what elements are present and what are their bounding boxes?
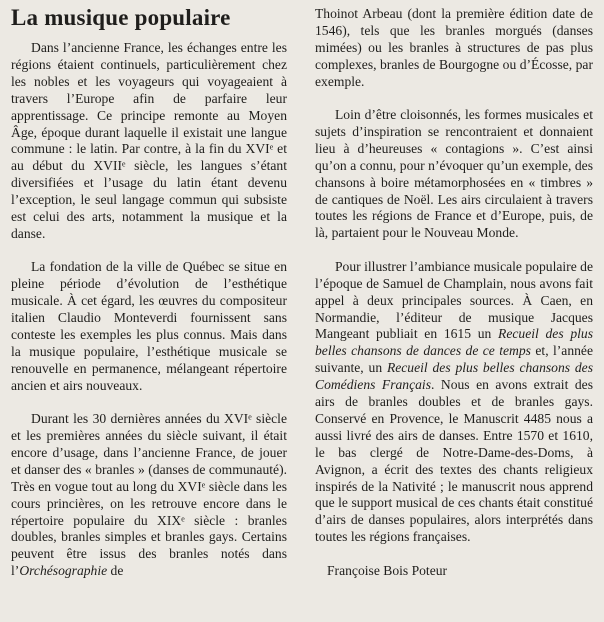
paragraph-2: La fondation de la ville de Québec se situe en pleine période d’évolution de l’esthétique musicale. À cet égard, les œuvres du compositeur italien Claudio Monteverdi fournissent sans conteste les exemples les plus connus. Mais dans la musique populaire, l’esthétique musicale se renouvelle en permanence, mélangeant répertoire ancien et airs nouveaux. [11,259,287,393]
left-column [11,40,287,580]
paragraph-3-text-b: de [107,563,124,579]
paragraph-1: Dans l’ancienne France, les échanges entre les régions étaient continuels, particulièrement chez les nobles et les voyageurs qui voyageaient à travers l’Europe afin de parfaire leur apprentissage. Ce principe remonte au Moyen Âge, époque durant laquelle il existait une langue commune : le latin. Par contre, à la fin du XVIᵉ et au début du XVIIᵉ siècle, les langues s’étant diversifiées et l’usage du latin étant devenu l’exception, le seul langage commun qui subsiste est celui des arts, notamment la musique et la danse. [11,40,287,241]
paragraph-5-text-c: . Nous en avons extrait des airs de branles doubles et de branles gays. Conservé en Provence, le Manuscrit 4485 nous a aussi livré des airs de danses. Entre 1570 et 1610, le bas clergé de Notre-Dame-des-Doms, à Avignon, a écrit des textes des chants religieux inspirés de la Nativité ; le manuscrit nous apprend que le support musical de ces chants était constitué d’airs de danses populaires, alors interprétés dans toutes les régions françaises. [315,377,593,545]
paragraph-4: Loin d’être cloisonnés, les formes musicales et sujets d’inspiration se rencontraient et donnaient lieu à d’heureuses « contagions ». C’est ainsi qu’on a connu, pour n’évoquer qu’un exemple, des chansons à boire métamorphosées en « timbres » de cantiques de Noël. Les airs circulaient à travers toutes les régions de France et d’Europe, puis, de là, partaient pour le Nouveau Monde. [315,107,593,241]
paragraph-5-text-b: et, l’année suivante, un [315,343,593,376]
paragraph-3-continued: Thoinot Arbeau (dont la première édition date de 1546), tels que les branles morgués (danses mimées) ou les branles à structures de pas plus complexes, branles de Bourgogne ou d’Écosse, par exemple. [315,6,593,89]
recueil-comediens-title: Recueil des plus belles chansons des Comédiens Français [315,360,593,393]
paragraph-3-text-a: Durant les 30 dernières années du XVIᵉ siècle et les premières années du siècle suivant, il était encore d’usage, dans l’ancienne France, de jouer et danser des « branles » (danses de communauté). Très en vogue tout au long du XVIᵉ siècle dans les cours princières, on les retrouve encore dans le répertoire populaire du XIXᵉ siècle : branles doubles, branles simples et branles gays. Certains peuvent être issus des branles notés dans l’ [11,411,287,579]
recueil-dances-title: Recueil des plus belles chansons de dances de ce temps [315,326,593,359]
author-signature: Françoise Bois Poteur [327,562,448,578]
right-column [315,6,593,580]
orchesographie-title: Orchésographie [19,563,108,579]
paragraph-5 [315,259,593,546]
article-title: La musique populaire [11,5,231,30]
paragraph-5-text-a: Pour illustrer l’ambiance musicale populaire de l’époque de Samuel de Champlain, nous avons fait appel à deux principales sources. À Caen, en Normandie, l’éditeur de musique Jacques Mangeant publiait en 1615 un [315,258,593,342]
paragraph-3 [11,411,287,580]
